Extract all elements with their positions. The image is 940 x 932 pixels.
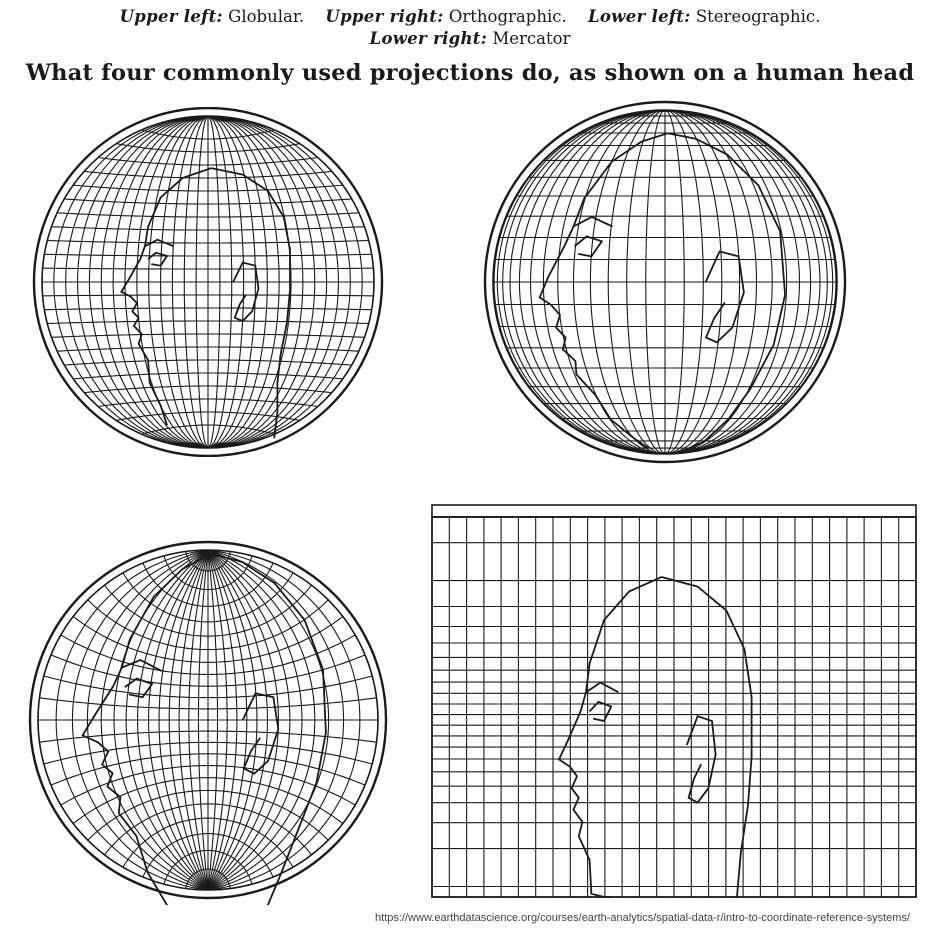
mercator-projection-drawing <box>428 503 920 903</box>
mercator-top-band <box>432 505 916 517</box>
ear-outline <box>706 251 744 342</box>
source-url: https://www.earthdatascience.org/courses/earth-analytics/spatial-data-r/intro-to-coordinate-reference-systems/ <box>375 912 910 924</box>
eye-outline <box>590 702 612 721</box>
mercator-graticule <box>432 517 916 897</box>
caption-value: Orthographic. <box>448 7 567 26</box>
globular-projection-drawing <box>18 107 398 457</box>
mercator-projection-panel <box>428 503 920 903</box>
stereographic-graticule <box>38 550 378 890</box>
caption-label: Lower left: <box>587 7 691 26</box>
caption-value: Stereographic. <box>695 7 821 26</box>
caption-label: Upper left: <box>119 7 223 26</box>
orthographic-graticule <box>493 110 837 454</box>
ear-outline <box>243 693 279 773</box>
caption-value: Mercator <box>492 29 571 48</box>
globular-graticule <box>42 116 374 448</box>
caption-value: Globular. <box>228 7 305 26</box>
caption-label: Upper right: <box>325 7 444 26</box>
globular-projection-panel <box>18 107 398 457</box>
globular-head-figure <box>121 168 290 438</box>
face-profile-outline <box>540 133 668 448</box>
stereographic-projection-drawing <box>18 535 398 905</box>
eye-outline <box>148 253 167 266</box>
projection-caption <box>0 6 940 50</box>
stereographic-projection-panel <box>18 535 398 905</box>
orthographic-projection-drawing <box>470 97 860 467</box>
caption-label: Lower right: <box>369 29 488 48</box>
eye-outline <box>575 236 602 256</box>
orthographic-head-figure <box>540 133 785 452</box>
eyebrow-outline <box>586 683 618 693</box>
orthographic-projection-panel <box>470 97 860 467</box>
caption-line-1 <box>0 6 940 28</box>
caption-line-2 <box>0 28 940 50</box>
figure-title: What four commonly used projections do, as shown on a human head <box>25 60 915 86</box>
